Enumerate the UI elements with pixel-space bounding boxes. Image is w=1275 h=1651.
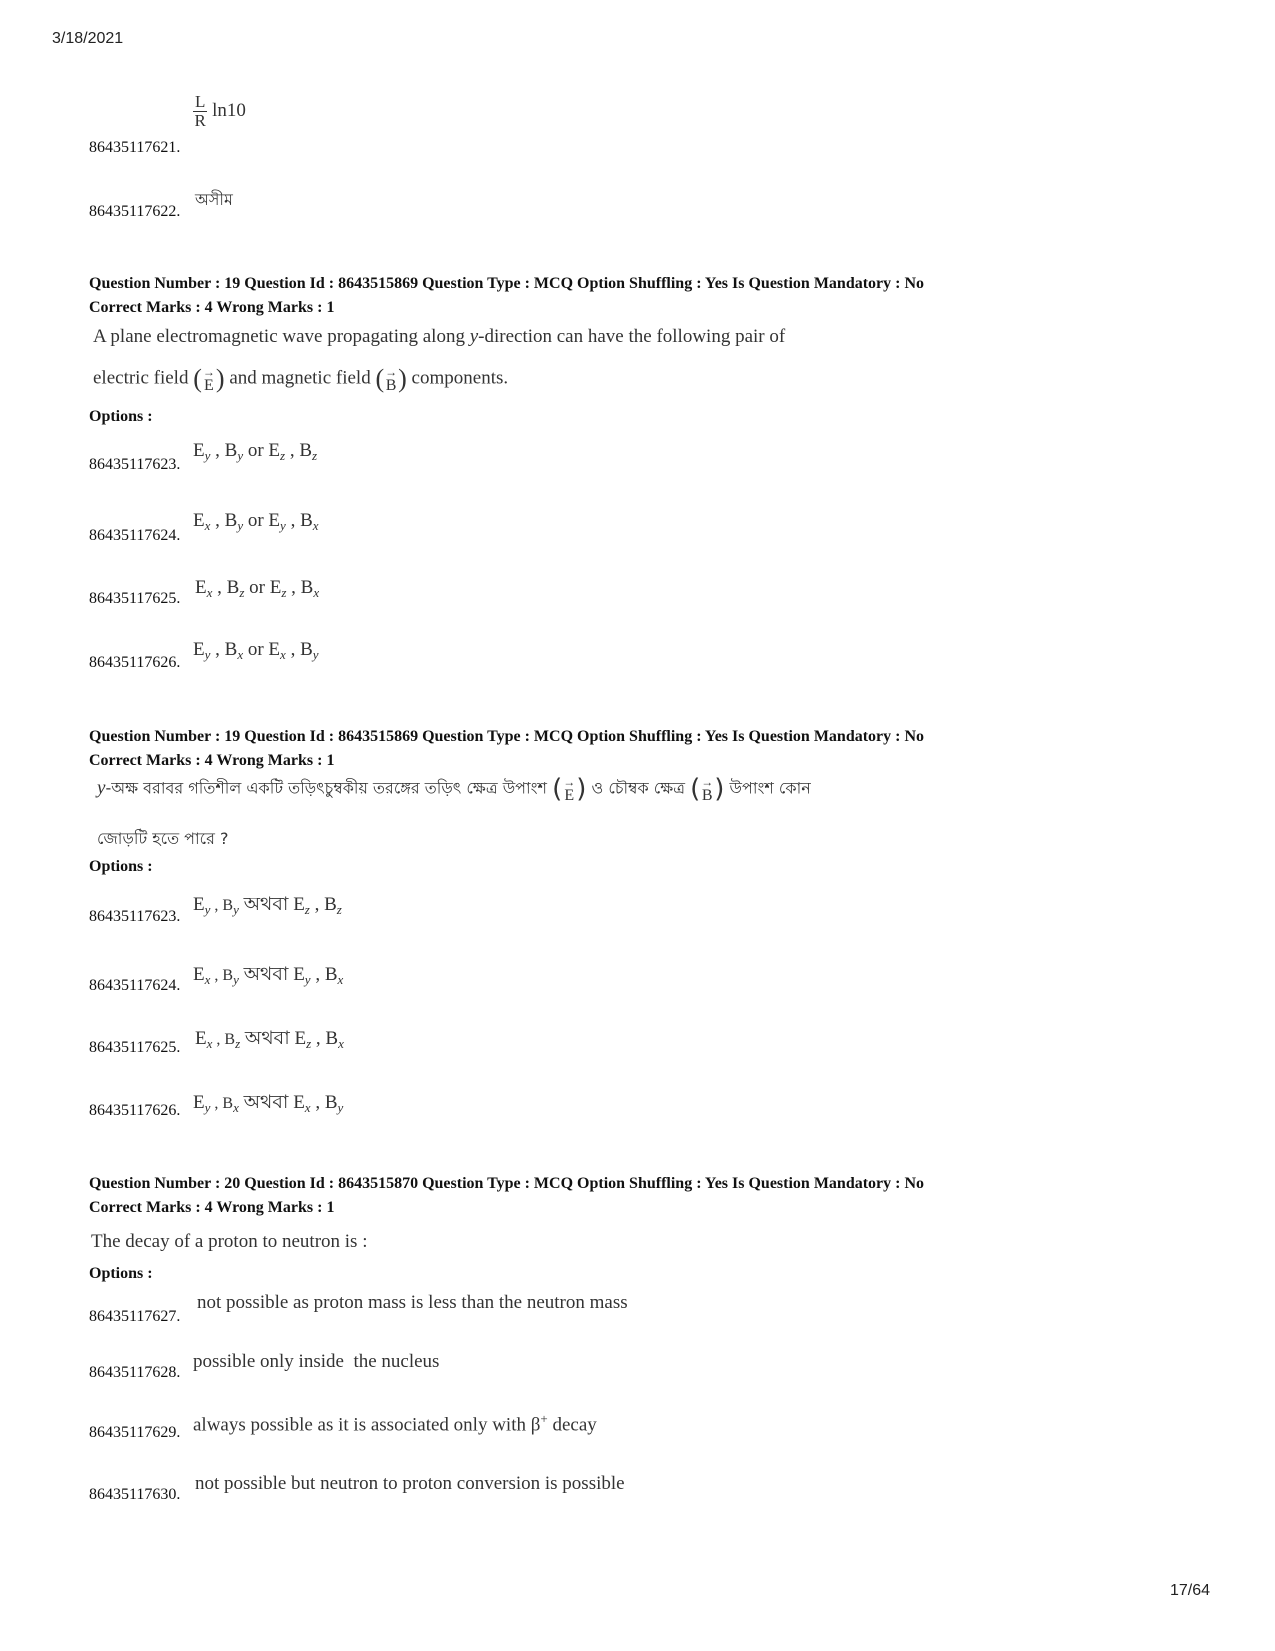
fraction-numerator: L xyxy=(195,92,206,111)
option-text: or E xyxy=(243,510,281,531)
subscript: z xyxy=(306,1036,312,1051)
subscript: y xyxy=(204,902,211,917)
vector-arrow-icon: → xyxy=(385,365,398,379)
paren-close: ) xyxy=(398,364,407,393)
subscript: x xyxy=(206,1036,213,1051)
option-content xyxy=(195,1024,344,1056)
option-text: E xyxy=(195,577,207,598)
option-text: , B xyxy=(285,510,313,531)
option-text: , B xyxy=(210,510,238,531)
question-variable: y xyxy=(97,777,106,799)
option-id: 86435117628. xyxy=(89,1364,181,1381)
option-id: 86435117625. xyxy=(89,1039,181,1056)
option-text: , B xyxy=(210,440,238,461)
option-text: অথবা E xyxy=(238,894,305,915)
option-text: , B xyxy=(311,1028,339,1049)
vector-arrow-icon: → xyxy=(563,775,576,789)
question-text: and magnetic field xyxy=(229,367,371,389)
subscript: z xyxy=(336,902,342,917)
option-text: , B xyxy=(310,1092,338,1113)
question-text: The decay of a proton to neutron is : xyxy=(91,1231,368,1252)
subscript: y xyxy=(204,647,211,662)
question-meta-line: Question Number : 19 Question Id : 8643515869 Question Type : MCQ Option Shuffling : Yes Is Question Mandatory : No xyxy=(89,728,925,745)
option-id: 86435117627. xyxy=(89,1308,181,1325)
subscript: x xyxy=(233,1100,239,1115)
option-text: or E xyxy=(244,577,282,598)
option-id: 86435117626. xyxy=(89,1102,181,1119)
question-text: A plane electromagnetic wave propagating along xyxy=(93,326,470,347)
subscript: x xyxy=(237,647,244,662)
option-id: 86435117629. xyxy=(89,1424,181,1441)
question-meta xyxy=(89,272,924,320)
subscript: y xyxy=(280,518,286,533)
option-content xyxy=(193,1088,343,1120)
option-id: 86435117625. xyxy=(89,590,181,607)
option-id: 86435117626. xyxy=(89,654,181,671)
option-text: , B xyxy=(212,1031,236,1048)
option-text: ln10 xyxy=(212,99,246,121)
vector-e xyxy=(203,366,215,392)
option-text: possible only inside the nucleus xyxy=(193,1351,440,1372)
option-text: , B xyxy=(210,897,234,914)
subscript: z xyxy=(239,585,245,600)
subscript: x xyxy=(204,518,211,533)
subscript: x xyxy=(206,585,213,600)
question-meta xyxy=(89,1172,924,1220)
question-marks-line: Correct Marks : 4 Wrong Marks : 1 xyxy=(89,752,335,769)
subscript: z xyxy=(312,448,318,463)
option-text: E xyxy=(193,1092,205,1113)
option-content xyxy=(193,440,317,464)
subscript: x xyxy=(204,972,211,987)
subscript: y xyxy=(204,1100,211,1115)
option-text: , B xyxy=(285,440,313,461)
option-text: E xyxy=(195,1028,207,1049)
subscript: y xyxy=(237,518,244,533)
question-marks-line: Correct Marks : 4 Wrong Marks : 1 xyxy=(89,299,335,316)
subscript: x xyxy=(280,647,286,662)
question-variable: y xyxy=(469,326,479,347)
option-content xyxy=(193,960,343,992)
option-id: 86435117621. xyxy=(89,139,181,156)
option-content xyxy=(193,1411,597,1436)
question-text: -অক্ষ বরাবর গতিশীল একটি তড়িৎচুম্বকীয় তরঙ্গের তড়িৎ ক্ষেত্র উপাংশ xyxy=(105,778,548,798)
option-text: E xyxy=(193,639,205,660)
vector-letter: B xyxy=(385,377,397,394)
subscript: z xyxy=(280,448,286,463)
option-text: E xyxy=(193,510,205,531)
fraction xyxy=(193,93,207,130)
option-content xyxy=(193,890,342,922)
option-content xyxy=(195,577,319,601)
subscript: y xyxy=(233,972,239,987)
option-text: , B xyxy=(286,577,314,598)
vector-letter: E xyxy=(564,787,575,804)
option-text: E xyxy=(193,964,205,985)
superscript: + xyxy=(540,1411,548,1426)
page-number: 17/64 xyxy=(1170,1582,1211,1599)
option-text: E xyxy=(193,440,205,461)
option-text: E xyxy=(193,894,205,915)
question-text-line xyxy=(93,364,508,394)
subscript: x xyxy=(312,518,319,533)
paren-close: ) xyxy=(714,774,725,804)
option-text: always possible as it is associated only with β xyxy=(193,1414,541,1436)
question-text: components. xyxy=(411,367,509,389)
paren-open: ( xyxy=(552,774,563,804)
question-meta xyxy=(89,725,924,773)
option-id: 86435117622. xyxy=(89,203,181,220)
subscript: z xyxy=(281,585,287,600)
question-meta-line: Question Number : 20 Question Id : 8643515870 Question Type : MCQ Option Shuffling : Yes Is Question Mandatory : No xyxy=(89,1175,925,1192)
paren-open: ( xyxy=(690,774,701,804)
option-text: অসীম xyxy=(195,190,233,209)
option-text: , B xyxy=(210,967,234,984)
option-id: 86435117623. xyxy=(89,456,181,473)
vector-letter: B xyxy=(701,787,713,804)
option-content xyxy=(193,93,246,130)
option-id: 86435117624. xyxy=(89,527,181,544)
paren-close: ) xyxy=(576,774,587,804)
option-id: 86435117623. xyxy=(89,908,181,925)
subscript: x xyxy=(304,1100,311,1115)
options-label: Options : xyxy=(89,1265,153,1282)
subscript: y xyxy=(337,1100,344,1115)
option-content xyxy=(193,510,319,534)
subscript: y xyxy=(233,902,239,917)
options-label: Options : xyxy=(89,408,153,425)
option-text: অথবা E xyxy=(238,1092,305,1113)
vector-arrow-icon: → xyxy=(202,365,215,379)
option-text: , B xyxy=(212,577,240,598)
option-text: , B xyxy=(309,894,337,915)
option-text: , B xyxy=(210,639,238,660)
subscript: z xyxy=(235,1036,241,1051)
paren-close: ) xyxy=(215,364,225,393)
option-text: অথবা E xyxy=(240,1028,307,1049)
option-text: or E xyxy=(243,440,281,461)
subscript: y xyxy=(304,972,311,987)
vector-letter: E xyxy=(204,377,214,394)
option-text: or E xyxy=(243,639,281,660)
question-text: electric field xyxy=(93,367,189,389)
subscript: x xyxy=(338,1036,344,1051)
option-text: অথবা E xyxy=(238,964,305,985)
subscript: x xyxy=(313,585,320,600)
option-text: , B xyxy=(310,964,338,985)
option-id: 86435117630. xyxy=(89,1486,181,1503)
question-text: ও চৌম্বক ক্ষেত্র xyxy=(591,778,685,798)
option-text: , B xyxy=(285,639,313,660)
question-text: উপাংশ কোন xyxy=(729,778,811,798)
question-text-line: জোড়টি হতে পারে ? xyxy=(97,829,229,848)
paren-open: ( xyxy=(375,364,385,393)
option-content xyxy=(193,639,319,663)
print-date: 3/18/2021 xyxy=(52,30,124,47)
question-text: -direction can have the following pair of xyxy=(478,326,786,347)
paren-open: ( xyxy=(193,364,202,393)
question-meta-line: Question Number : 19 Question Id : 8643515869 Question Type : MCQ Option Shuffling : Yes Is Question Mandatory : No xyxy=(89,275,925,292)
vector-b xyxy=(701,776,713,802)
vector-b xyxy=(385,366,397,392)
option-text: decay xyxy=(547,1414,597,1436)
option-text: not possible as proton mass is less than the neutron mass xyxy=(197,1292,628,1313)
subscript: y xyxy=(312,647,319,662)
vector-arrow-icon: → xyxy=(701,775,714,789)
question-text-line xyxy=(97,774,811,804)
option-text: not possible but neutron to proton conversion is possible xyxy=(195,1473,625,1494)
question-text-line xyxy=(93,326,785,348)
question-marks-line: Correct Marks : 4 Wrong Marks : 1 xyxy=(89,1199,335,1216)
vector-e xyxy=(563,776,575,802)
subscript: x xyxy=(337,972,344,987)
subscript: y xyxy=(237,448,244,463)
fraction-denominator: R xyxy=(194,111,206,130)
subscript: z xyxy=(304,902,310,917)
option-id: 86435117624. xyxy=(89,977,181,994)
options-label: Options : xyxy=(89,858,153,875)
option-text: , B xyxy=(210,1095,234,1112)
subscript: y xyxy=(204,448,211,463)
